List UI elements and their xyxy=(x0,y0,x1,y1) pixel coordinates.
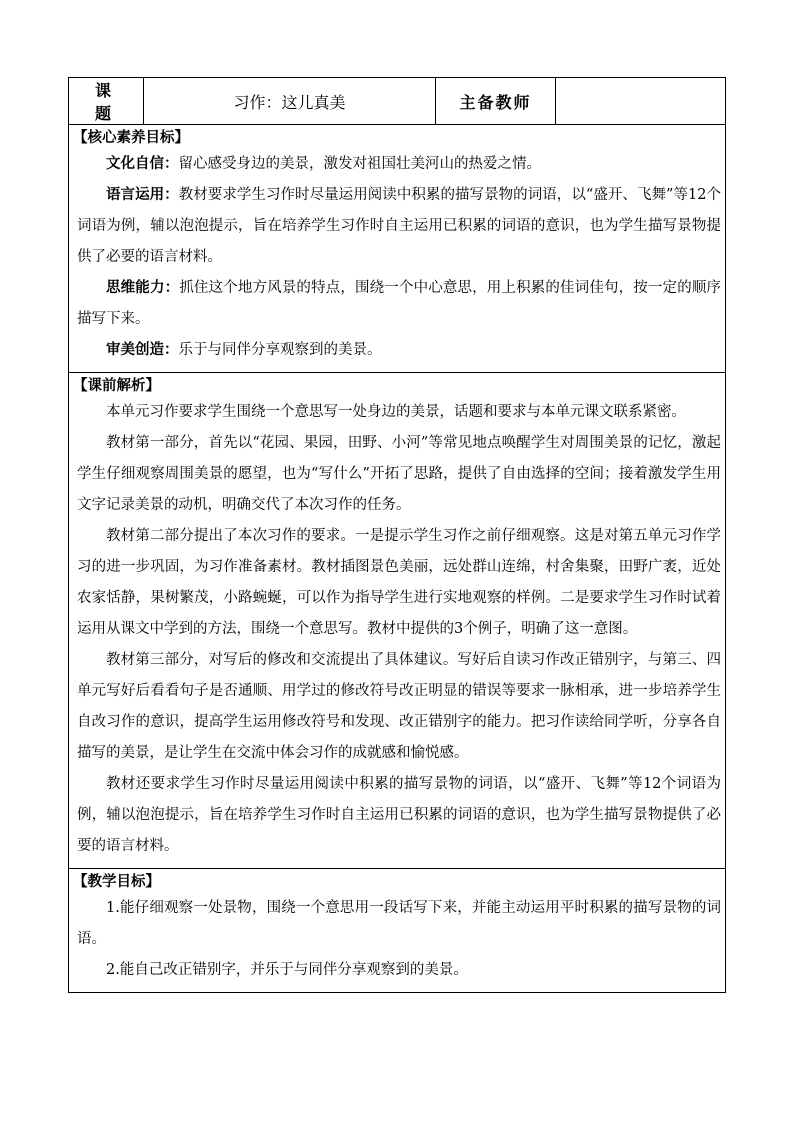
lesson-plan-table xyxy=(68,77,726,993)
objectives-row xyxy=(69,869,726,993)
core-goals-title: 【核心素养目标】 xyxy=(73,130,189,146)
objectives-section xyxy=(69,869,726,993)
lesson-plan-sheet xyxy=(68,77,725,993)
analysis-row xyxy=(69,373,726,869)
header-row xyxy=(69,78,726,125)
objective-item: 2.能自己改正错别字，并乐于与同伴分享观察到的美景。 xyxy=(106,962,468,978)
topic-value: 习作：这儿真美 xyxy=(144,78,436,125)
goal-label: 文化自信： xyxy=(106,156,179,172)
goal-label: 审美创造： xyxy=(106,342,179,358)
analysis-paragraph: 教材第三部分，对写后的修改和交流提出了具体建议。写好后自读习作改正错别字，与第三、四单元写好后看看句子是否通顺、用学过的修改符号改正明显的错误等要求一脉相承，进一步培养学生自改习作的意识，提高学生运用修改符号和发现、改正错别字的能力。把习作读给同学听，分享各自描写的美景，是让学生在交流中体会习作的成就感和愉悦感。 xyxy=(77,652,721,761)
teacher-label: 主备教师 xyxy=(436,78,556,125)
goal-text: 乐于与同伴分享观察到的美景。 xyxy=(178,342,382,358)
objectives-title: 【教学目标】 xyxy=(73,874,160,890)
goal-text: 留心感受身边的美景，激发对祖国壮美河山的热爱之情。 xyxy=(178,156,541,172)
objective-item: 1.能仔细观察一处景物，围绕一个意思用一段话写下来，并能主动运用平时积累的描写景物的词语。 xyxy=(77,900,721,947)
analysis-paragraph: 教材第二部分提出了本次习作的要求。一是提示学生习作之前仔细观察。这是对第五单元习作学习的进一步巩固，为习作准备素材。教材插图景色美丽，远处群山连绵，村舍集聚，田野广袤，近处农家恬静，果树繁茂，小路蜿蜒，可以作为指导学生进行实地观察的样例。二是要求学生习作时试着运用从课文中学到的方法，围绕一个意思写。教材中提供的3个例子，明确了这一意图。 xyxy=(77,528,721,637)
core-goals-row xyxy=(69,125,726,373)
goal-label: 思维能力： xyxy=(106,280,180,296)
teacher-value xyxy=(556,78,726,125)
goal-aesthetic xyxy=(77,335,721,366)
goal-thinking xyxy=(77,273,721,335)
topic-label: 课 题 xyxy=(69,78,144,125)
analysis-paragraph: 本单元习作要求学生围绕一个意思写一处身边的美景，话题和要求与本单元课文联系紧密。 xyxy=(106,404,686,420)
goal-label: 语言运用： xyxy=(106,187,179,203)
goal-culture xyxy=(77,149,721,180)
goal-text: 教材要求学生习作时尽量运用阅读中积累的描写景物的词语，以“盛开、飞舞”等12个词语为例，辅以泡泡提示，旨在培养学生习作时自主运用已积累的词语的意识，也为学生描写景物提供了必要的语言材料。 xyxy=(77,187,722,265)
goal-text: 抓住这个地方风景的特点，围绕一个中心意思，用上积累的佳词佳句，按一定的顺序描写下来。 xyxy=(77,280,721,327)
analysis-paragraph: 教材第一部分，首先以“花园、果园，田野、小河”等常见地点唤醒学生对周围美景的记忆，激起学生仔细观察周围美景的愿望，也为“写什么”开拓了思路，提供了自由选择的空间；接着激发学生用文字记录美景的动机，明确交代了本次习作的任务。 xyxy=(77,435,721,513)
analysis-title: 【课前解析】 xyxy=(73,378,160,394)
analysis-paragraph: 教材还要求学生习作时尽量运用阅读中积累的描写景物的词语，以“盛开、飞舞”等12个词语为例，辅以泡泡提示，旨在培养学生习作时自主运用已积累的词语的意识，也为学生描写景物提供了必要的语言材料。 xyxy=(77,776,721,854)
analysis-section xyxy=(69,373,726,869)
core-goals-section xyxy=(69,125,726,373)
goal-language xyxy=(77,180,721,273)
